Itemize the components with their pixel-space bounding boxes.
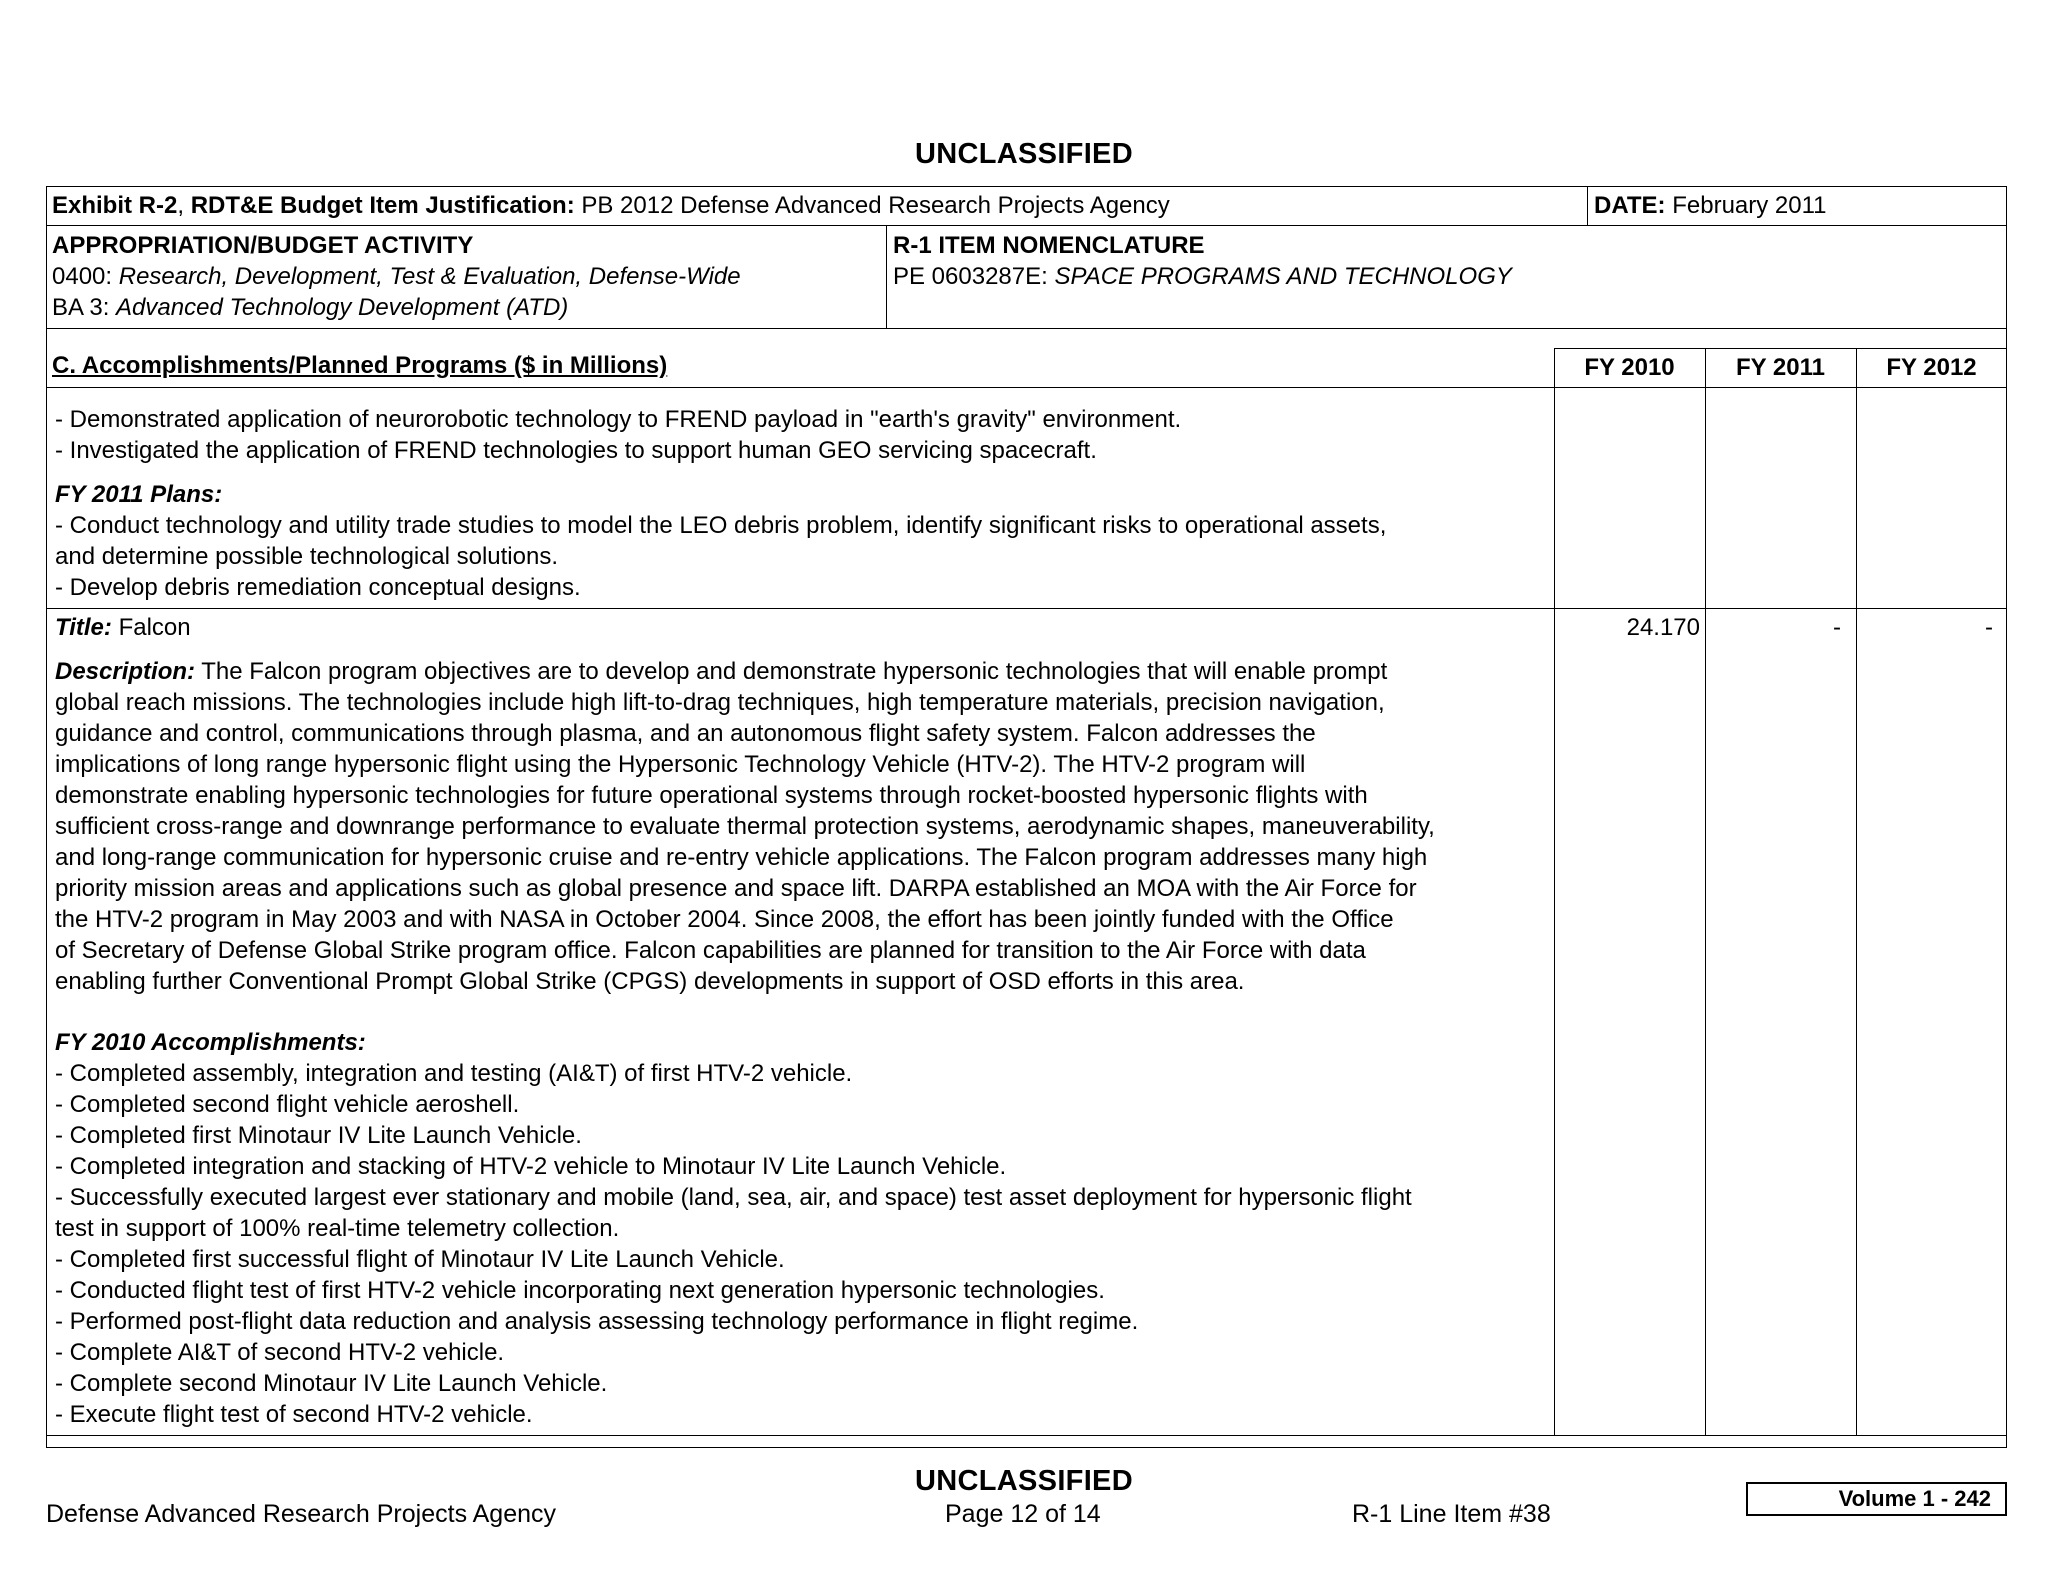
exhibit-line: Exhibit R-2, RDT&E Budget Item Justification: PB 2012 Defense Advanced Research Projects Agency bbox=[52, 192, 1170, 219]
description-line: the HTV-2 program in May 2003 and with NASA in October 2004. Since 2008, the effort has been jointly funded with the Office bbox=[55, 906, 1394, 933]
row-divider-4 bbox=[46, 608, 2007, 609]
column-fy2010: FY 2010 bbox=[1584, 354, 1675, 381]
classification-bottom: UNCLASSIFIED bbox=[915, 1465, 1133, 1497]
pe-code: PE 0603287E: bbox=[893, 263, 1048, 290]
accomplishment-line: test in support of 100% real-time telemetry collection. bbox=[55, 1215, 620, 1242]
accomplishment-line: - Execute flight test of second HTV-2 vehicle. bbox=[55, 1401, 533, 1428]
justification-value: PB 2012 Defense Advanced Research Projects Agency bbox=[581, 192, 1170, 219]
falcon-fy2010-value: 24.170 bbox=[1626, 614, 1700, 641]
plans-line: - Develop debris remediation conceptual designs. bbox=[55, 574, 581, 601]
falcon-accomplishments bbox=[55, 1027, 1412, 1430]
ba-value: Advanced Technology Development (ATD) bbox=[116, 294, 569, 321]
plans-line: and determine possible technological solutions. bbox=[55, 543, 558, 570]
appropriation-divider bbox=[886, 225, 887, 328]
accomplishment-line: - Complete AI&T of second HTV-2 vehicle. bbox=[55, 1339, 505, 1366]
description-line: The Falcon program objectives are to develop and demonstrate hypersonic technologies that will enable prompt bbox=[195, 658, 1388, 685]
date-label: DATE: bbox=[1594, 192, 1666, 219]
row-divider-5 bbox=[46, 1435, 2007, 1436]
plans-line: - Conduct technology and utility trade studies to model the LEO debris problem, identify significant risks to operational assets, bbox=[55, 512, 1387, 539]
continued-line: - Demonstrated application of neurorobotic technology to FREND payload in "earth's gravity" environment. bbox=[55, 406, 1182, 433]
falcon-title-value: Falcon bbox=[118, 614, 191, 641]
date-cell bbox=[1594, 190, 1827, 221]
plans-heading: FY 2011 Plans: bbox=[55, 481, 223, 508]
appropriation-cell bbox=[52, 230, 741, 323]
footer-line-item: R-1 Line Item #38 bbox=[1352, 1500, 1551, 1528]
description-line: global reach missions. The technologies include high lift-to-drag techniques, high temperature materials, precision navigation, bbox=[55, 689, 1385, 716]
volume-badge: Volume 1 - 242 bbox=[1746, 1482, 2007, 1516]
description-line: demonstrate enabling hypersonic technologies for future operational systems through rocket-boosted hypersonic flights with bbox=[55, 782, 1368, 809]
r1-cell bbox=[893, 230, 1512, 292]
column-divider-1 bbox=[1554, 348, 1555, 1436]
accomplishment-line: - Completed integration and stacking of HTV-2 vehicle to Minotaur IV Lite Launch Vehicle. bbox=[55, 1153, 1007, 1180]
description-line: implications of long range hypersonic flight using the Hypersonic Technology Vehicle (HTV-2). The HTV-2 program will bbox=[55, 751, 1306, 778]
appropriation-label: APPROPRIATION/BUDGET ACTIVITY bbox=[52, 232, 474, 259]
continued-content bbox=[55, 404, 1386, 603]
accomplishment-line: - Completed first Minotaur IV Lite Launch Vehicle. bbox=[55, 1122, 582, 1149]
appropriation-value: Research, Development, Test & Evaluation, Defense-Wide bbox=[118, 263, 741, 290]
description-line: sufficient cross-range and downrange performance to evaluate thermal protection systems, aerodynamic shapes, maneuverability, bbox=[55, 813, 1435, 840]
falcon-title bbox=[55, 612, 191, 643]
column-fy2012: FY 2012 bbox=[1886, 354, 1977, 381]
row-divider-2 bbox=[46, 328, 2007, 329]
accomplishment-line: - Performed post-flight data reduction and analysis assessing technology performance in flight regime. bbox=[55, 1308, 1139, 1335]
accomplishment-line: - Completed first successful flight of Minotaur IV Lite Launch Vehicle. bbox=[55, 1246, 785, 1273]
description-line: enabling further Conventional Prompt Global Strike (CPGS) developments in support of OSD efforts in this area. bbox=[55, 968, 1245, 995]
exhibit-label: Exhibit R-2 bbox=[52, 192, 178, 219]
justification-label: RDT&E Budget Item Justification: bbox=[190, 192, 575, 219]
falcon-fy2011-value: - bbox=[1833, 614, 1841, 641]
column-divider-3 bbox=[1856, 348, 1857, 1436]
falcon-fy2012-value: - bbox=[1985, 614, 1993, 641]
date-value: February 2011 bbox=[1672, 192, 1827, 219]
row-divider-1 bbox=[46, 225, 2007, 226]
pe-value: SPACE PROGRAMS AND TECHNOLOGY bbox=[1054, 263, 1512, 290]
row-divider-3 bbox=[46, 387, 2007, 388]
accomplishments-heading: FY 2010 Accomplishments: bbox=[55, 1029, 366, 1056]
falcon-description bbox=[55, 656, 1435, 997]
description-line: and long-range communication for hypersonic cruise and re-entry vehicle applications. The Falcon program addresses many high bbox=[55, 844, 1428, 871]
falcon-title-label: Title: bbox=[55, 614, 112, 641]
column-fy2011: FY 2011 bbox=[1736, 354, 1825, 381]
accomplishment-line: - Completed second flight vehicle aeroshell. bbox=[55, 1091, 520, 1118]
accomplishment-line: - Completed assembly, integration and testing (AI&T) of first HTV-2 vehicle. bbox=[55, 1060, 853, 1087]
description-line: guidance and control, communications through plasma, and an autonomous flight safety system. Falcon addresses the bbox=[55, 720, 1316, 747]
section-title: C. Accomplishments/Planned Programs ($ in Millions) bbox=[52, 352, 668, 379]
appropriation-code: 0400: bbox=[52, 263, 113, 290]
continued-line: - Investigated the application of FREND technologies to support human GEO servicing spacecraft. bbox=[55, 437, 1097, 464]
classification-top: UNCLASSIFIED bbox=[915, 138, 1133, 170]
column-divider-2 bbox=[1705, 348, 1706, 1436]
r1-label: R-1 ITEM NOMENCLATURE bbox=[893, 232, 1205, 259]
accomplishment-line: - Complete second Minotaur IV Lite Launch Vehicle. bbox=[55, 1370, 608, 1397]
accomplishment-line: - Successfully executed largest ever stationary and mobile (land, sea, air, and space) test asset deployment for hypersonic flight bbox=[55, 1184, 1412, 1211]
date-divider bbox=[1587, 186, 1588, 226]
footer-agency: Defense Advanced Research Projects Agency bbox=[46, 1500, 557, 1528]
ba-code: BA 3: bbox=[52, 294, 110, 321]
footer-page-number: Page 12 of 14 bbox=[945, 1500, 1101, 1528]
accomplishment-line: - Conducted flight test of first HTV-2 vehicle incorporating next generation hypersonic technologies. bbox=[55, 1277, 1105, 1304]
description-line: priority mission areas and applications such as global presence and space lift. DARPA established an MOA with the Air Force for bbox=[55, 875, 1417, 902]
description-line: of Secretary of Defense Global Strike program office. Falcon capabilities are planned for transition to the Air Force with data bbox=[55, 937, 1366, 964]
description-label: Description: bbox=[55, 658, 196, 685]
